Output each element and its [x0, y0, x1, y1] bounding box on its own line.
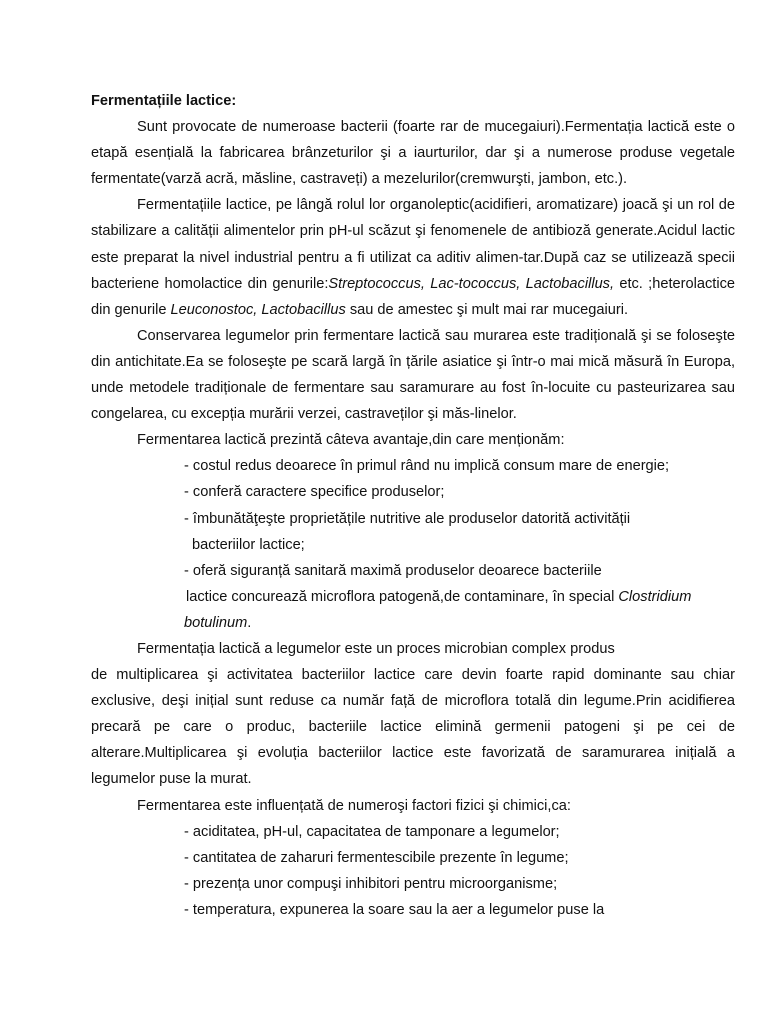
paragraph-text: Fermentațiile lactice, pe lângă rolul lor organoleptic(acidifieri, aromatizare) joacă şi un rol de stabilizare a calității alimentelor prin pH-ul scăzut şi fenomenele de antibioză generate.Acidul lactic este preparat la nivel industrial pentru a fi utilizat ca aditiv alimen-tar.După caz se utilizează specii bacteriene homolactice din genurile:	[91, 197, 735, 292]
list-item: - conferă caractere specifice produselor;	[184, 484, 445, 501]
paragraph-factors-intro: Fermentarea este influențată de numeroşi factori fizici şi chimici,ca:	[137, 797, 571, 814]
list-item: - cantitatea de zaharuri fermentescibile prezente în legume;	[184, 849, 569, 866]
paragraph-lactic-role	[91, 192, 735, 322]
document-page	[91, 88, 735, 923]
list-item: - oferă siguranță sanitară maximă produselor deoarece bacteriile lactice concurează microflora patogenă,de contaminare, în special Clostridium botulinum.	[184, 562, 692, 631]
section-heading: Fermentațiile lactice:	[91, 93, 237, 109]
genus-names: Leuconostoc, Lactobacillus	[170, 301, 346, 318]
paragraph-advantages-intro: Fermentarea lactică prezintă câteva avantaje,din care menționăm:	[137, 432, 565, 449]
paragraph-text: etc. ;heterolactice din genurile	[91, 275, 735, 318]
list-item: - îmbunătăţeşte proprietățile nutritive ale produselor datorită activității bacteriilor lactice;	[184, 510, 631, 553]
paragraph-first-line: Fermentația lactică a legumelor este un proces microbian complex produs	[137, 640, 615, 657]
list-item: - costul redus deoarece în primul rând nu implică consum mare de energie;	[184, 458, 670, 475]
genus-names: Streptococcus, Lac-tococcus, Lactobacillus,	[328, 275, 615, 292]
paragraph-intro: Sunt provocate de numeroase bacterii (foarte rar de mucegaiuri).Fermentația lactică este o etapă esențială la fabricarea brânzeturilor şi a iaurturilor, dar şi a numerose produse vegetale fermentate(varză acră, măsline, castraveți) a mezelurilor(cremwurşti, jambon, etc.).	[91, 119, 735, 188]
list-item: - aciditatea, pH-ul, capacitatea de tamponare a legumelor;	[184, 823, 560, 840]
list-item: - prezența unor compuşi inhibitori pentru microorganisme;	[184, 875, 558, 892]
paragraph-text: sau de amestec şi mult mai rar mucegaiuri.	[345, 301, 629, 318]
paragraph-vegetable-conservation: Conservarea legumelor prin fermentare lactică sau murarea este tradițională şi se foloseşte din antichitate.Ea se foloseşte pe scară largă în țările asiatice şi într-o mai mică măsură în Europa, unde metodele tradiționale de fermentare sau saramurare au fost în-locuite cu pasteurizarea sau congelarea, cu excepția murării verzei, castraveților şi măs-linelor.	[91, 327, 735, 423]
list-item: - temperatura, expunerea la soare sau la aer a legumelor puse la	[184, 901, 605, 918]
paragraph-lactic-vegetables: de multiplicarea şi activitatea bacteriilor lactice care devin foarte rapid dominante sau chiar exclusive, deşi inițial sunt reduse ca număr față de microflora totală din legume.Prin acidifierea precară pe care o produc, bacteriile lactice elimină germenii patogeni şi pe cei de alterare.Multiplicarea şi evoluția bacteriilor lactice este favorizată de saramurarea inițială a legumelor puse la murat.	[91, 667, 735, 788]
